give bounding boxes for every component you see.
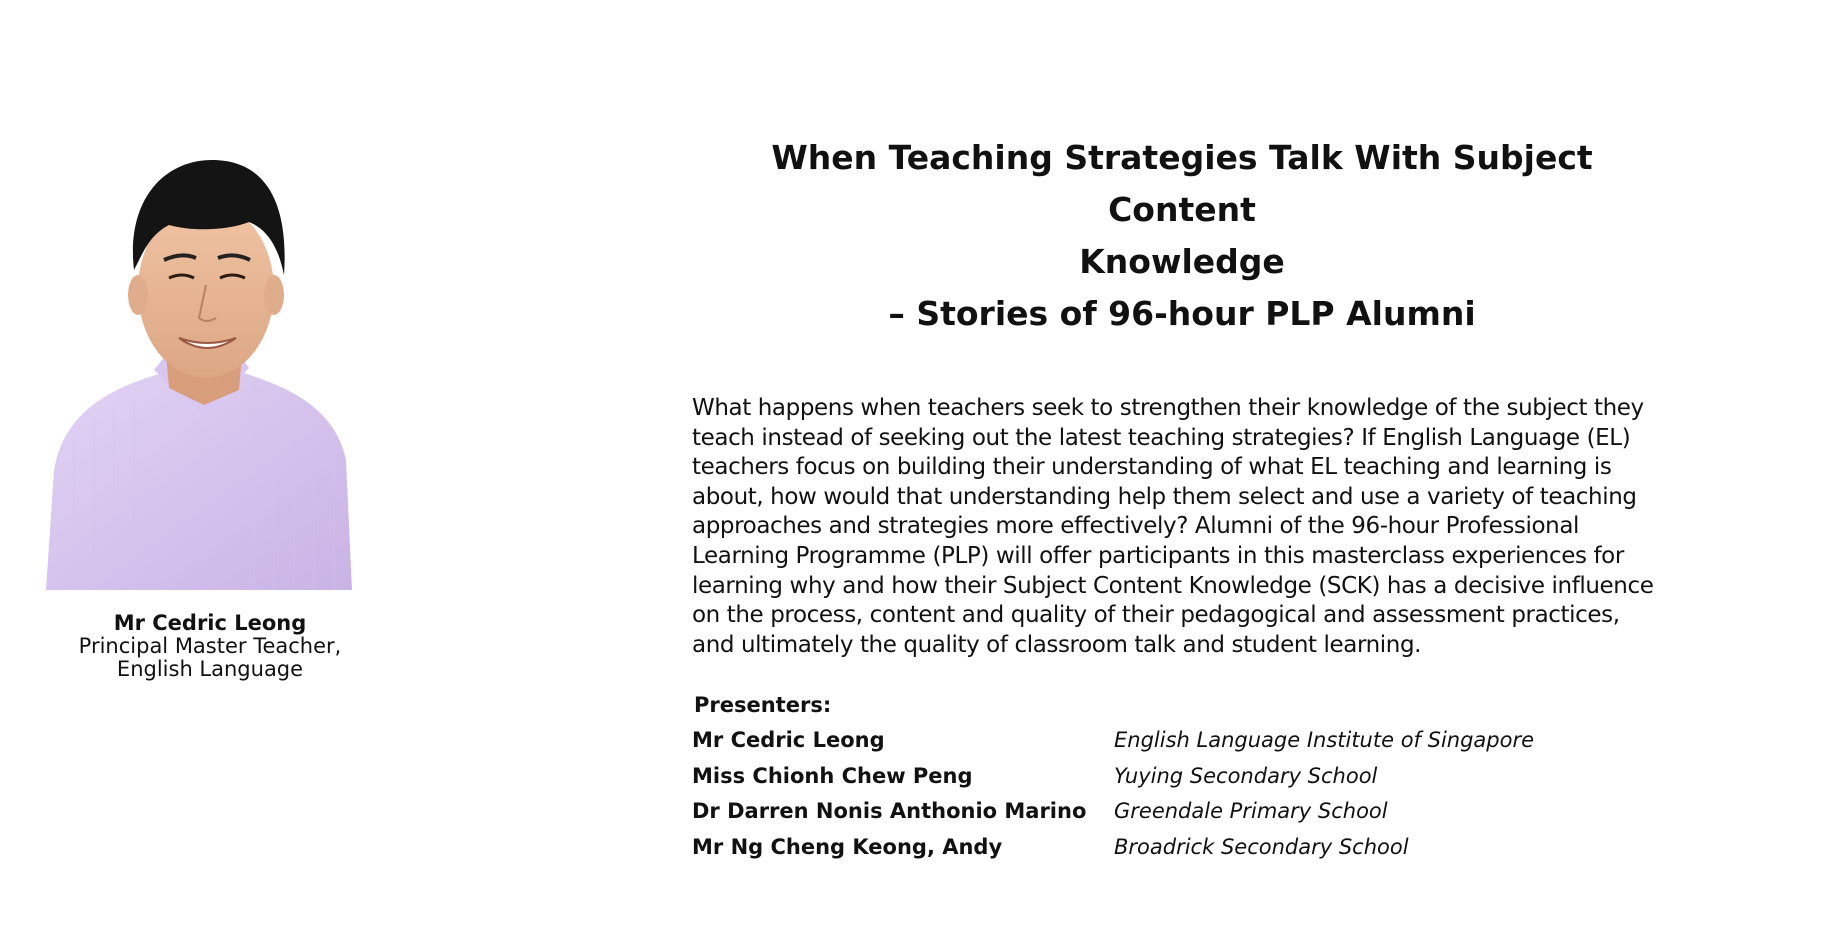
presenter-row <box>692 794 1674 830</box>
session-title-line3: – Stories of 96-hour PLP Alumni <box>888 294 1476 333</box>
portrait-caption <box>20 612 400 681</box>
profile-role-line2: English Language <box>116 657 304 681</box>
presenter-name: Mr Cedric Leong <box>692 728 885 753</box>
presenter-name: Dr Darren Nonis Anthonio Marino <box>692 799 1087 824</box>
portrait-image <box>34 140 364 590</box>
presenter-row <box>692 759 1674 795</box>
presenter-name: Miss Chionh Chew Peng <box>692 763 973 788</box>
presenter-portrait <box>34 140 364 590</box>
presenter-name: Mr Ng Cheng Keong, Andy <box>692 834 1003 859</box>
presenter-profile <box>20 140 400 681</box>
session-abstract: What happens when teachers seek to strengthen their knowledge of the subject they teach instead of seeking out the latest teaching strategies? If English Language (EL) teachers focus on building their understanding of what EL teaching and learning is about, how would that understanding help them select and use a variety of teaching approaches and strategies more effectively? Alumni of the 96-hour Professional Learning Programme (PLP) will offer participants in this masterclass experiences for learning why and how their Subject Content Knowledge (SCK) has a decisive influence on the process, content and quality of their pedagogical and assessment practices, and ultimately the quality of classroom talk and student learning. <box>692 395 1654 658</box>
presenters-heading: Presenters: <box>694 693 832 718</box>
presenter-row <box>692 830 1674 866</box>
presenter-school: Yuying Secondary School <box>1114 763 1378 788</box>
presenters-section <box>692 693 1674 865</box>
profile-role-line1: Principal Master Teacher, <box>78 634 342 658</box>
presenter-school: Greendale Primary School <box>1114 799 1388 824</box>
presenter-school: English Language Institute of Singapore <box>1114 728 1535 753</box>
presenter-school: Broadrick Secondary School <box>1114 834 1409 859</box>
profile-name: Mr Cedric Leong <box>113 611 307 635</box>
presenter-row <box>692 723 1674 759</box>
session-title-line2: Knowledge <box>1079 242 1285 281</box>
session-title <box>742 132 1622 340</box>
session-title-line1: When Teaching Strategies Talk With Subject Content <box>771 138 1593 229</box>
session-content <box>692 132 1674 865</box>
